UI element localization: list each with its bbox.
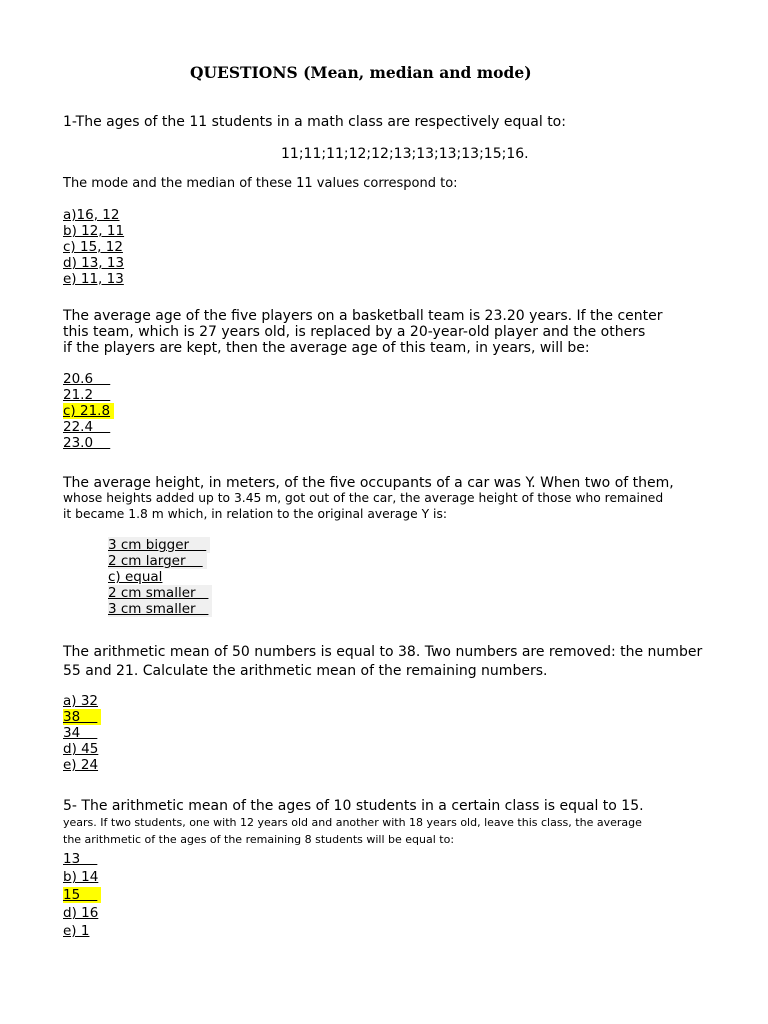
- q1-values: 11;11;11;12;12;13;13;13;13;15;16.: [281, 146, 529, 162]
- q2-option-4[interactable]: 22.4: [63, 419, 111, 435]
- q5-option-1[interactable]: 13: [63, 851, 98, 867]
- q5-option-b[interactable]: b) 14: [63, 869, 99, 885]
- q1-option-d[interactable]: d) 13, 13: [63, 255, 125, 271]
- q2-option-2[interactable]: 21.2: [63, 387, 111, 403]
- q5-line-1: 5- The arithmetic mean of the ages of 10 students in a certain class is equal to 15.: [63, 798, 644, 814]
- q1-option-c[interactable]: c) 15, 12: [63, 239, 123, 255]
- q3-line-3: it became 1.8 m which, in relation to the original average Y is:: [63, 507, 447, 521]
- q2-option-5[interactable]: 23.0: [63, 435, 111, 451]
- q2-option-3-highlighted[interactable]: c) 21.8: [63, 403, 114, 419]
- q1-prompt: 1-The ages of the 11 students in a math class are respectively equal to:: [63, 114, 566, 130]
- q2-option-1[interactable]: 20.6: [63, 371, 111, 387]
- q3-option-5[interactable]: 3 cm smaller: [108, 601, 212, 617]
- q5-line-3: the arithmetic of the ages of the remaining 8 students will be equal to:: [63, 833, 455, 846]
- q4-option-d[interactable]: d) 45: [63, 741, 99, 757]
- q4-option-e[interactable]: e) 24: [63, 757, 99, 773]
- q2-line-1: The average age of the five players on a basketball team is 23.20 years. If the center: [63, 308, 663, 324]
- q3-option-3[interactable]: c) equal: [108, 569, 163, 585]
- q5-option-3-highlighted[interactable]: 15: [63, 887, 101, 903]
- q1-option-a[interactable]: a)16, 12: [63, 207, 120, 223]
- q5-option-e[interactable]: e) 1: [63, 923, 90, 939]
- q3-line-2: whose heights added up to 3.45 m, got out of the car, the average height of those who remained: [63, 491, 664, 505]
- q4-line-2: 55 and 21. Calculate the arithmetic mean of the remaining numbers.: [63, 663, 548, 679]
- q4-option-2-highlighted[interactable]: 38: [63, 709, 101, 725]
- q1-option-b[interactable]: b) 12, 11: [63, 223, 125, 239]
- q5-line-2: years. If two students, one with 12 years old and another with 18 years old, leave this class, the average: [63, 816, 642, 829]
- q1-option-e[interactable]: e) 11, 13: [63, 271, 124, 287]
- page-title: QUESTIONS (Mean, median and mode): [190, 63, 532, 82]
- q4-option-a[interactable]: a) 32: [63, 693, 99, 709]
- q3-line-1: The average height, in meters, of the five occupants of a car was Y. When two of them,: [63, 475, 674, 491]
- q4-option-3[interactable]: 34: [63, 725, 98, 741]
- q1-question: The mode and the median of these 11 values correspond to:: [63, 176, 458, 191]
- q3-option-1[interactable]: 3 cm bigger: [108, 537, 210, 553]
- q2-line-2: this team, which is 27 years old, is replaced by a 20-year-old player and the others: [63, 324, 646, 340]
- q5-option-d[interactable]: d) 16: [63, 905, 99, 921]
- q4-line-1: The arithmetic mean of 50 numbers is equal to 38. Two numbers are removed: the number: [63, 644, 703, 660]
- q3-option-2[interactable]: 2 cm larger: [108, 553, 207, 569]
- q2-line-3: if the players are kept, then the average age of this team, in years, will be:: [63, 340, 590, 356]
- q3-option-4[interactable]: 2 cm smaller: [108, 585, 212, 601]
